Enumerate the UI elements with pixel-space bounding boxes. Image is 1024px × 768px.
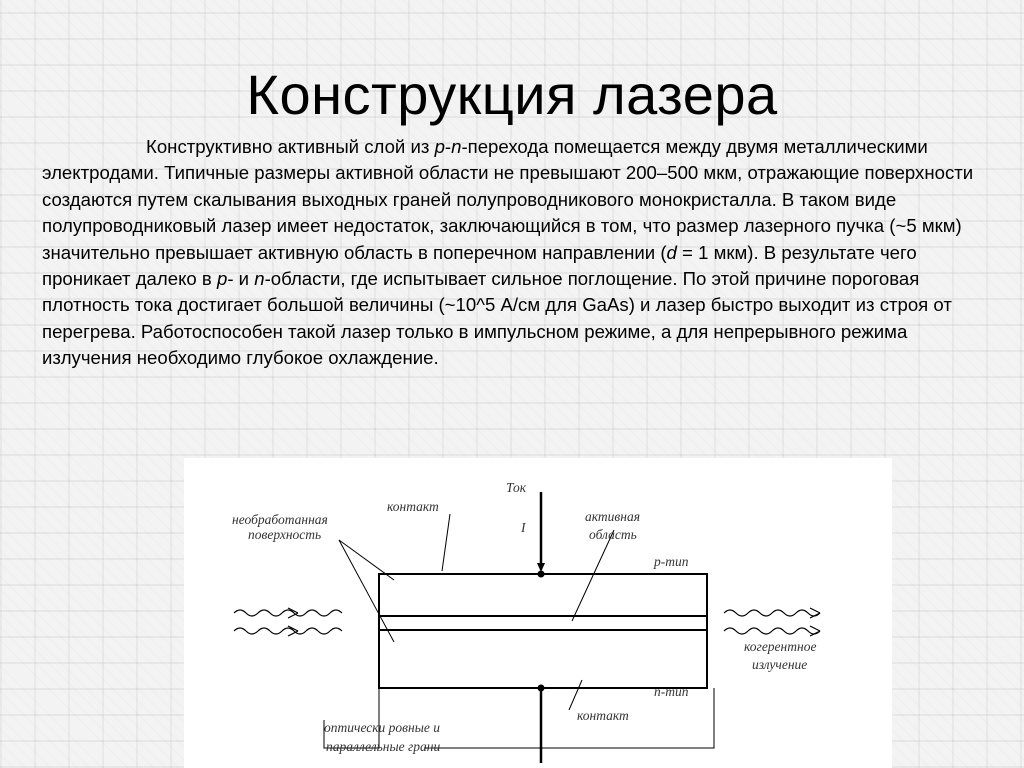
radiation-left xyxy=(234,608,342,636)
pointer-active-region xyxy=(572,530,614,621)
label-rough-surface-1: необработанная xyxy=(232,512,328,527)
label-contact-top: контакт xyxy=(387,499,439,514)
contact-bottom-dot xyxy=(538,685,545,692)
text-segment: -перехода помещается между двумя металлическими электродами. Типичные размеры активной области не превышают 200–500 мкм, отражающие поверхности создаются путем скалывания выходных граней полупроводникового монокристалла. В таком виде полупроводниковый лазер имеет недостаток, заключающийся в том, что размер лазерного пучка (~5 мкм) значительно превышает активную область в поперечном направлении ( xyxy=(42,136,974,263)
n-symbol: n xyxy=(254,268,265,290)
body-paragraph xyxy=(42,134,987,372)
label-optical-faces-2: параллельные грани xyxy=(326,739,441,754)
text-segment: -области, где испытывает сильное поглощение. По этой причине пороговая плотность тока достигает большой величины (~10^5 А/см для GaAs) и лазер быстро выходит из строя от перегрева. Работоспособен такой лазер только в импульсном режиме, а для непрерывного режима излучения необходимо глубокое охлаждение. xyxy=(42,268,952,369)
pointer-rough-1 xyxy=(339,540,394,642)
label-p-type: p-тип xyxy=(654,554,689,569)
label-current: Ток xyxy=(506,480,527,495)
radiation-right xyxy=(724,608,820,636)
pointer-contact-bottom xyxy=(569,680,582,710)
label-active-region-2: область xyxy=(589,527,637,542)
p-symbol: p xyxy=(216,268,228,290)
n-symbol: n xyxy=(451,136,462,157)
label-active-region-1: активная xyxy=(585,509,640,524)
slide-title: Конструкция лазера xyxy=(246,63,778,126)
text-segment: = 1 мкм). В результате чего проникает далеко в xyxy=(42,241,917,290)
label-coherent-2: излучение xyxy=(752,657,808,672)
label-contact-bottom: контакт xyxy=(577,708,629,723)
label-coherent-1: когерентное xyxy=(744,639,817,654)
contact-top-dot xyxy=(538,571,545,578)
label-rough-surface-2: поверхность xyxy=(248,527,322,542)
dash-segment: - xyxy=(444,136,452,157)
label-optical-faces-1: оптически ровные и xyxy=(324,720,441,735)
label-current-symbol: I xyxy=(521,520,526,535)
pointer-contact-top xyxy=(442,514,450,571)
laser-diagram-svg xyxy=(184,458,892,768)
d-symbol: d xyxy=(666,241,677,263)
laser-diagram xyxy=(184,458,892,768)
p-symbol: p xyxy=(434,136,445,157)
text-segment: Конструктивно активный слой из xyxy=(146,136,435,157)
pointer-rough-2 xyxy=(339,540,394,580)
text-segment: - и xyxy=(227,268,255,290)
label-n-type: n-тип xyxy=(654,684,689,699)
